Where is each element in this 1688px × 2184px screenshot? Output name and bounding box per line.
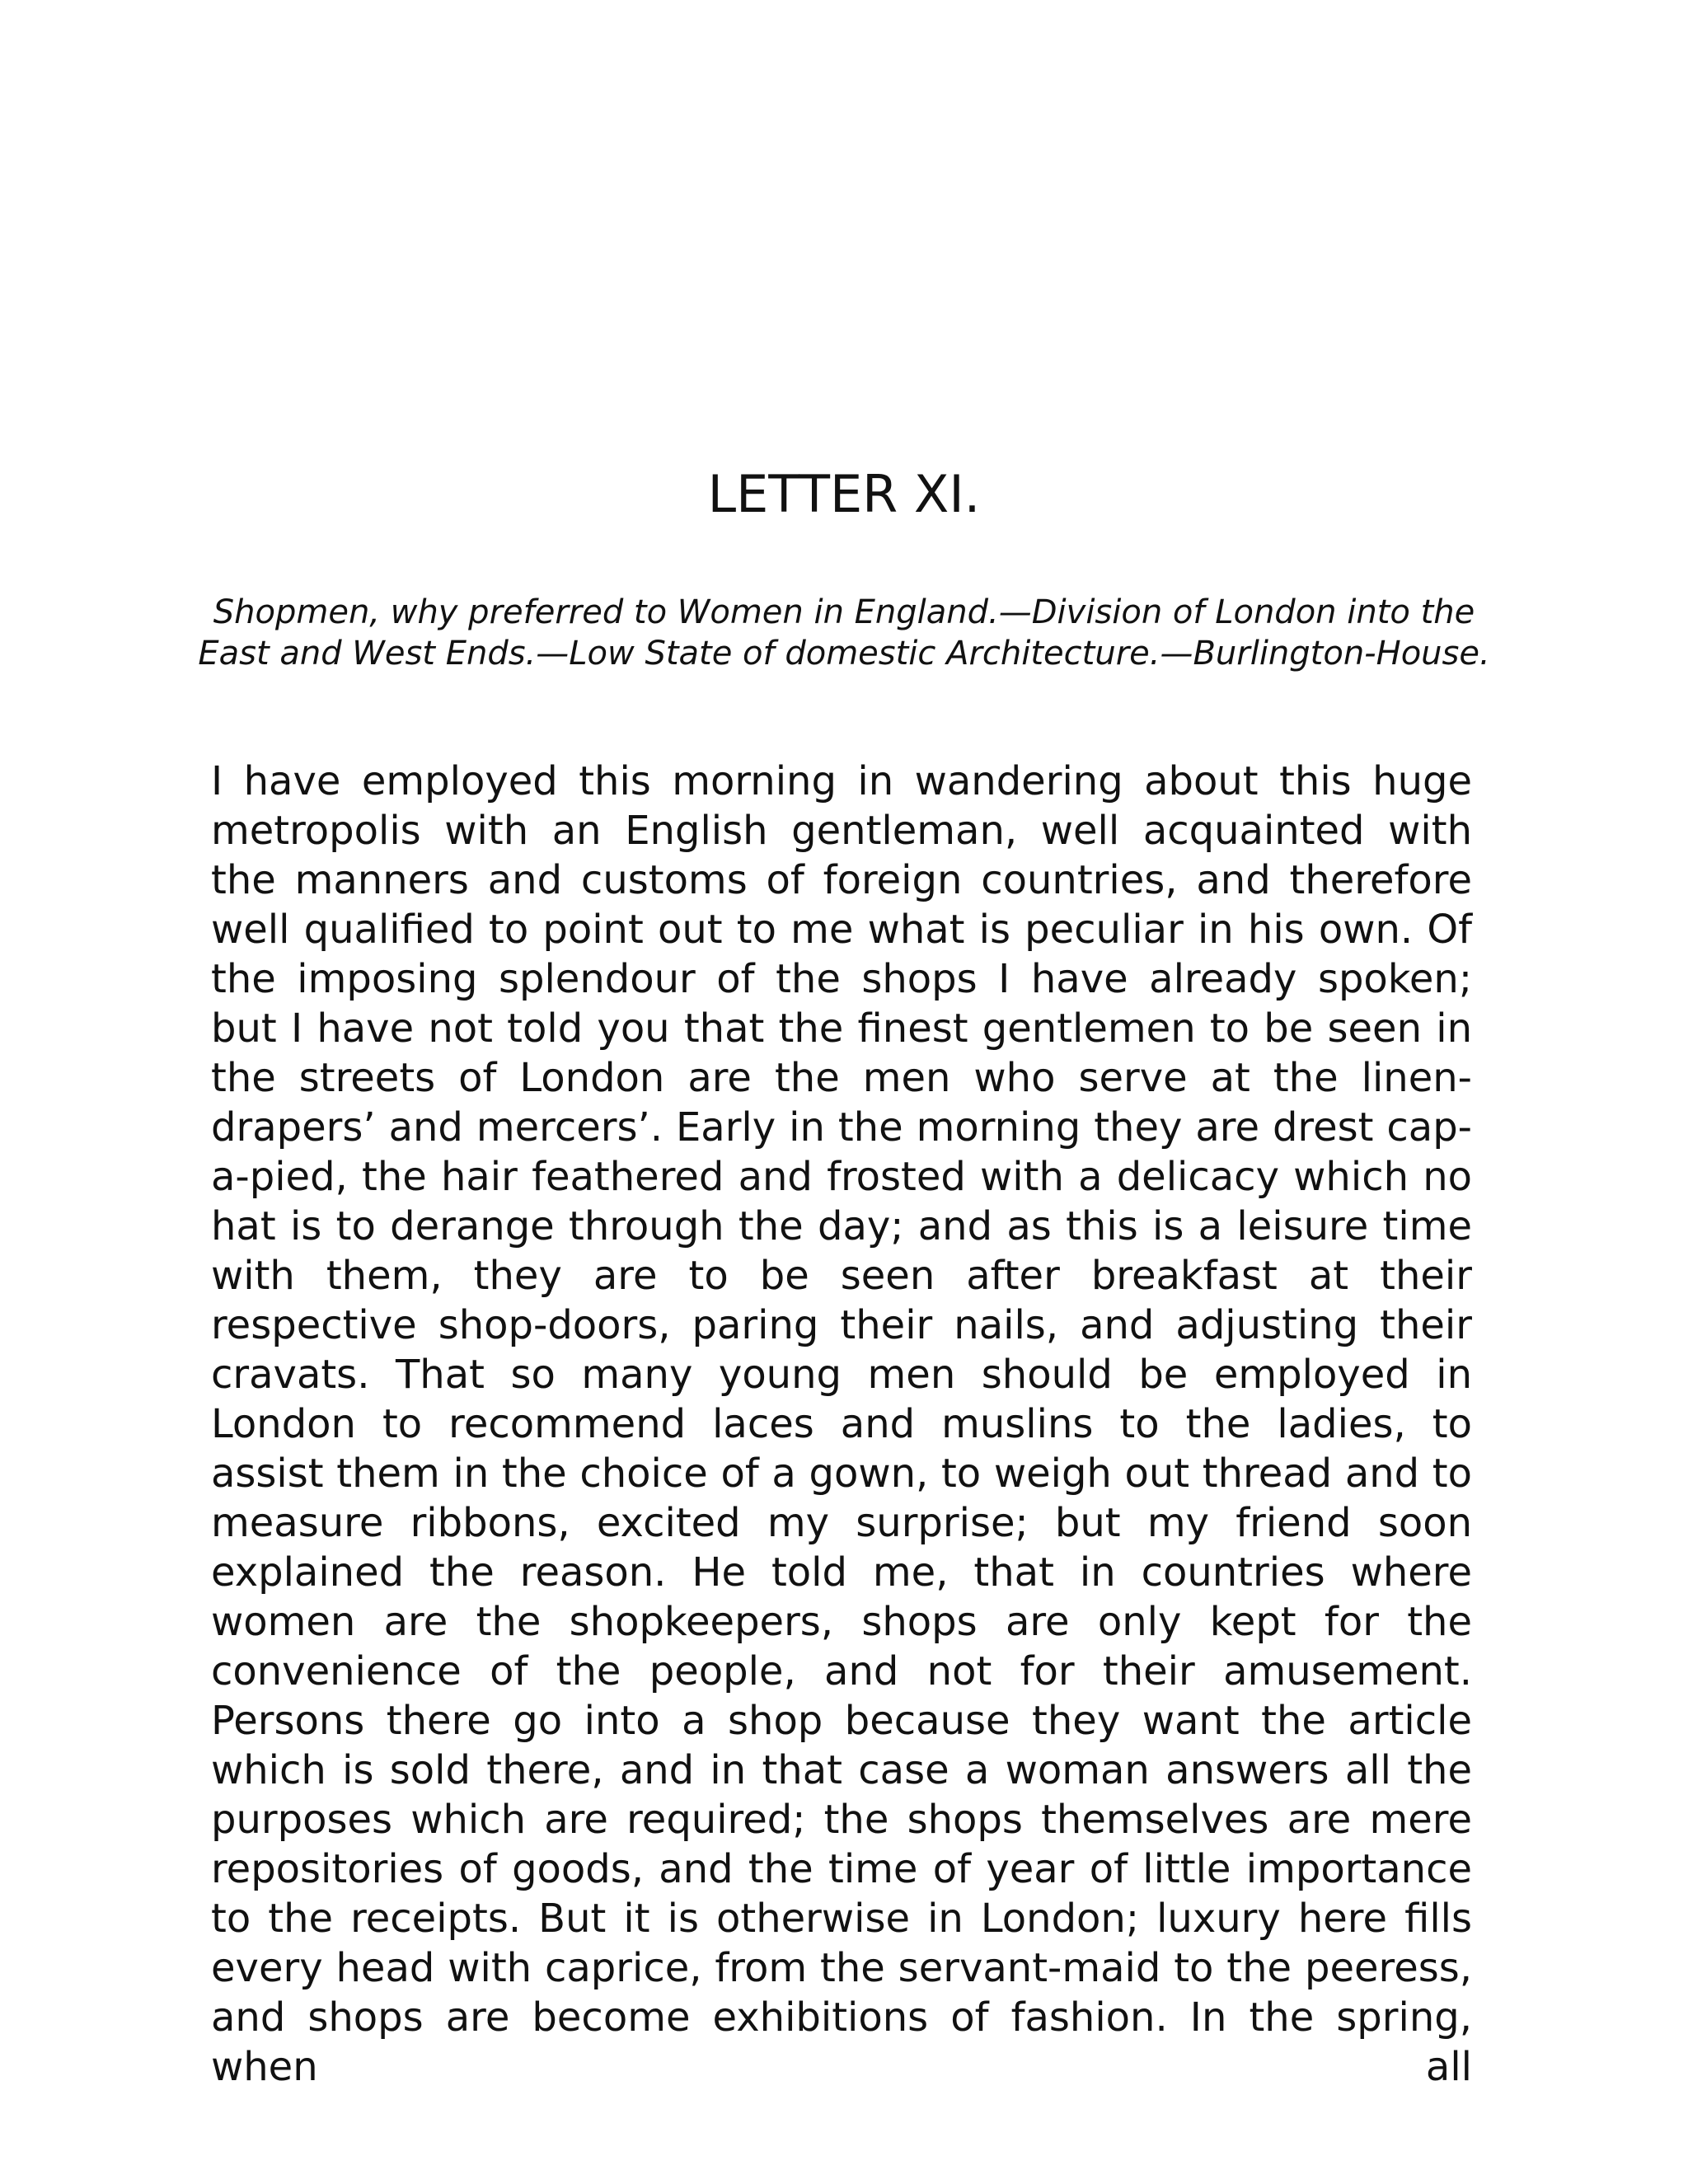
chapter-title: LETTER XI. — [707, 464, 981, 524]
body-paragraph: I have employed this morning in wandering about this huge metropolis with an English gentleman, well acquainted with the manners and customs of foreign countries, and therefore well qualified to point out to me what is peculiar in his own. Of the imposing splendour of the shops I have already spoken; but I have not told you that the finest gentlemen to be seen in the streets of London are the men who serve at the linen-drapers’ and mercers’. Early in the morning they are drest cap-a-pied, the hair feathered and frosted with a delicacy which no hat is to derange through the day; and as this is a leisure time with them, they are to be seen after breakfast at their respective shop-doors, paring their nails, and adjusting their cravats. That so many young men should be employed in London to recommend laces and muslins to the ladies, to assist them in the choice of a gown, to weigh out thread and to measure ribbons, excited my surprise; but my friend soon explained the reason. He told me, that in countries where women are the shopkeepers, shops are only kept for the convenience of the people, and not for their amusement. Persons there go into a shop because they want the article which is sold there, and in that case a woman answers all the purposes which are required; the shops themselves are mere repositories of goods, and the time of year of little importance to the receipts. But it is otherwise in London; luxury here fills every head with caprice, from the servant-maid to the peeress, and shops are become exhibitions of fashion. In the spring, when all — [211, 758, 1472, 2090]
chapter-summary: Shopmen, why preferred to Women in England.—Division of London into the East and West Ends.—Low State of domestic Architecture.—Burlington-House. — [198, 593, 1490, 673]
